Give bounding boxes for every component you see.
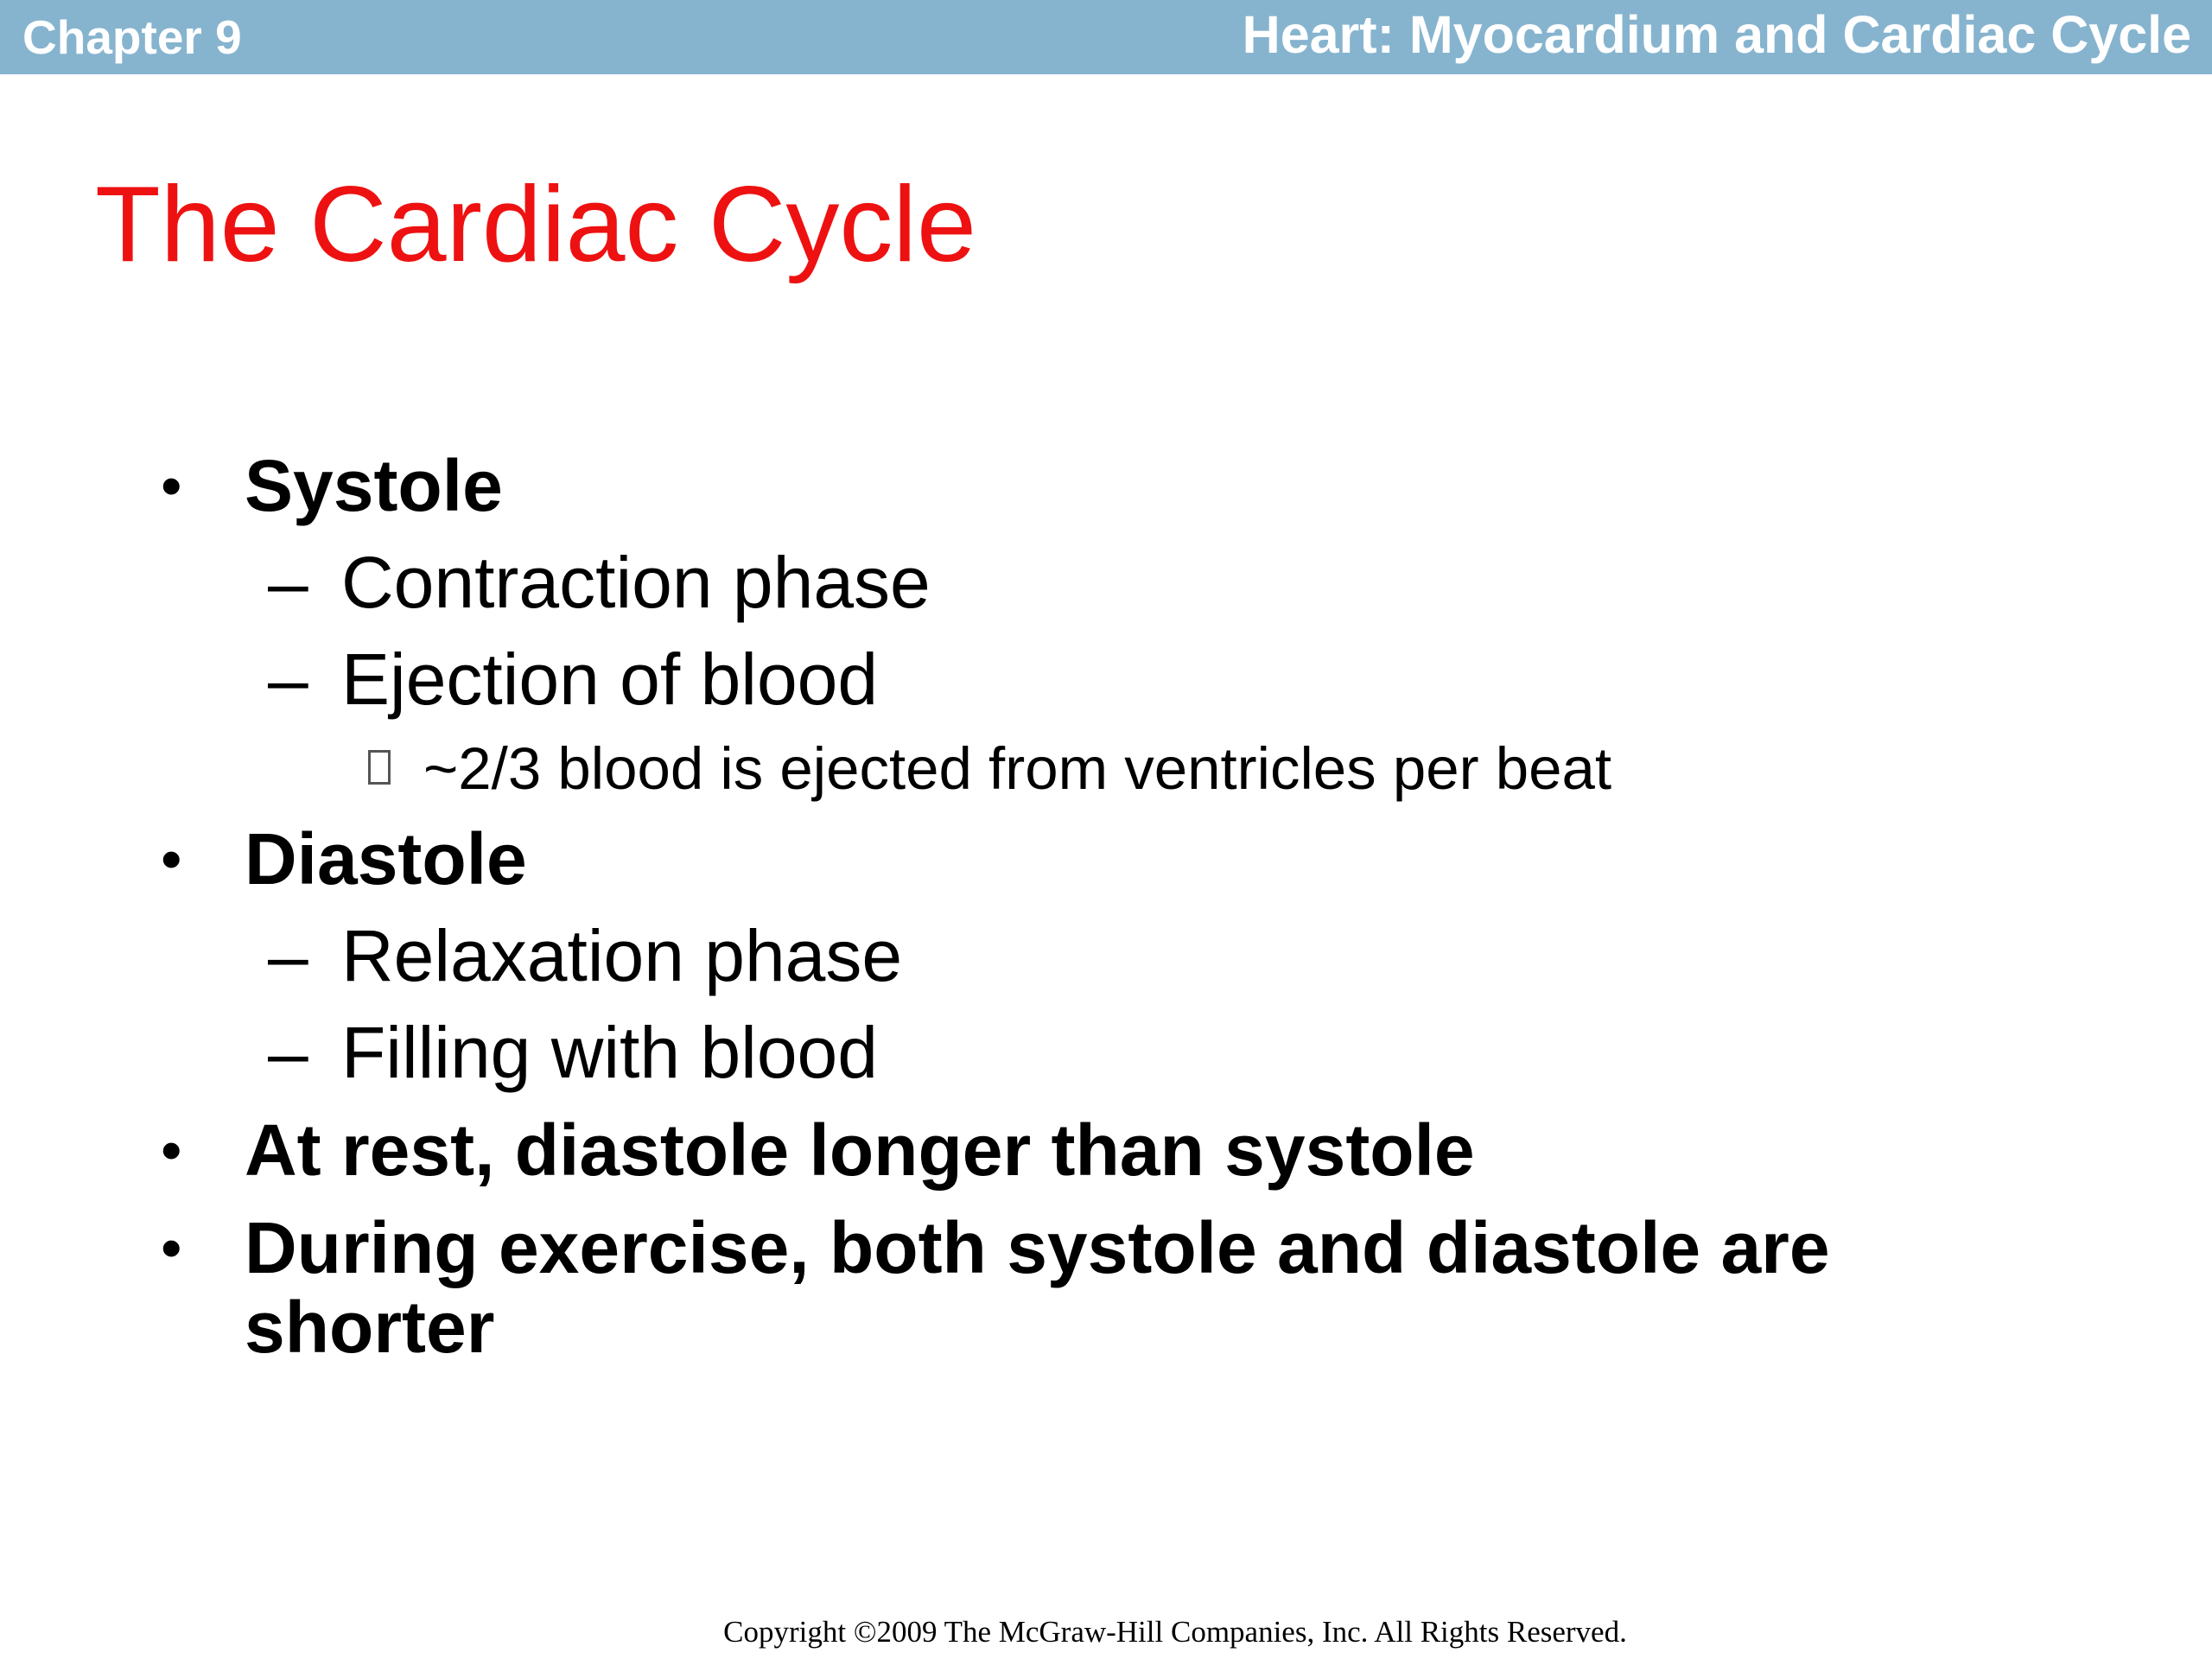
missing-glyph-icon xyxy=(368,750,391,785)
subitem-filling: Filling with blood xyxy=(341,1012,878,1093)
chapter-label: Chapter 9 xyxy=(22,10,242,64)
copyright-footer: Copyright ©2009 The McGraw-Hill Companies, Inc. All Rights Reserved. xyxy=(723,1615,1627,1649)
bullet-marker: • xyxy=(161,1116,182,1184)
slide-title: The Cardiac Cycle xyxy=(95,165,976,284)
bullet-systole: Systole xyxy=(245,445,503,526)
subitem-contraction: Contraction phase xyxy=(341,542,931,623)
subitem-relaxation: Relaxation phase xyxy=(341,915,903,996)
bullet-during-exercise: During exercise, both systole and diastole are xyxy=(245,1207,1830,1288)
dash-marker: – xyxy=(268,1012,308,1093)
subsubitem-two-thirds: ~2/3 blood is ejected from ventricles per beat xyxy=(423,735,1612,802)
dash-marker: – xyxy=(268,915,308,996)
bullet-at-rest: At rest, diastole longer than systole xyxy=(245,1109,1475,1191)
dash-marker: – xyxy=(268,639,308,720)
subitem-ejection: Ejection of blood xyxy=(341,639,879,720)
dash-marker: – xyxy=(268,542,308,623)
bullet-diastole: Diastole xyxy=(245,818,527,899)
bullet-marker: • xyxy=(161,1214,182,1281)
header-bar xyxy=(0,0,2212,74)
bullet-marker: • xyxy=(161,825,182,893)
bullet-marker: • xyxy=(161,452,182,519)
header-title: Heart: Myocardium and Cardiac Cycle xyxy=(1242,5,2191,64)
bullet-during-exercise-continuation: shorter xyxy=(245,1287,495,1368)
